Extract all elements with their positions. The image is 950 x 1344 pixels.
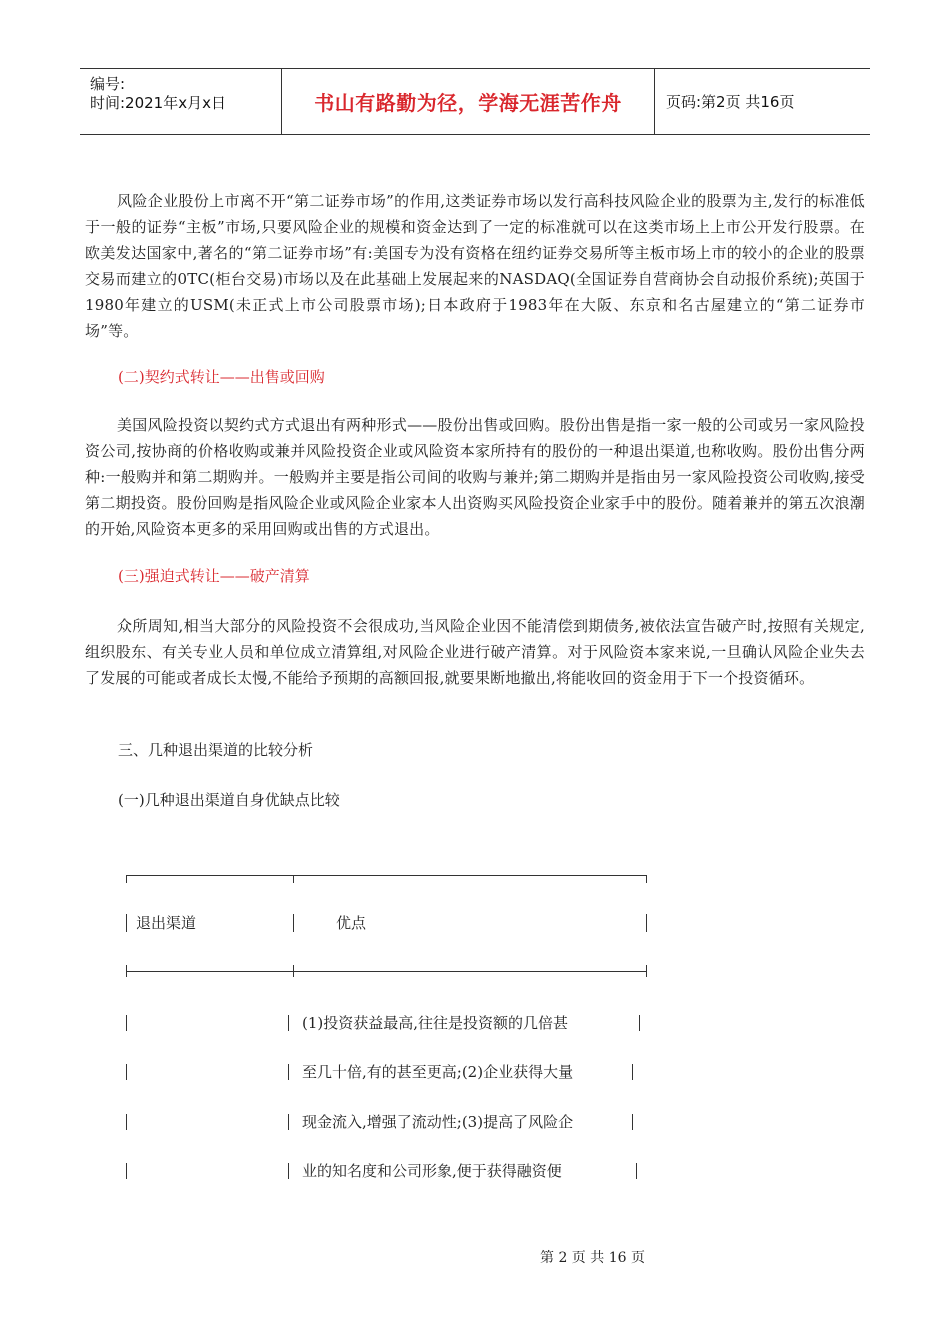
section-heading-comparison: 三、几种退出渠道的比较分析 bbox=[118, 741, 314, 759]
table-vbar bbox=[126, 1015, 127, 1031]
table-row: 现金流入,增强了流动性;(3)提高了风险企 bbox=[302, 1113, 574, 1131]
header-meta bbox=[80, 69, 282, 134]
table-header-channel: 退出渠道 bbox=[136, 914, 197, 932]
header-number-label: 编号: bbox=[90, 75, 126, 93]
header-date: 时间:2021年x月x日 bbox=[90, 94, 226, 112]
table-header-advantages: 优点 bbox=[336, 914, 367, 932]
paragraph-contract-transfer: 美国风险投资以契约式方式退出有两种形式——股份出售或回购。股份出售是指一家一般的公司或另一家风险投资公司,按协商的价格收购或兼并风险投资企业或风险资本家所持有的股份的一种退出渠道,也称收购。股份出售分两种:一般购并和第二期购并。一般购并主要是指公司间的收购与兼并;第二期购并是指由另一家风险投资公司收购,接受第二期投资。股份回购是指风险企业或风险企业家本人出资购买风险投资企业家手中的股份。随着兼并的第五次浪潮的开始,风险资本更多的采用回购或出售的方式退出。 bbox=[85, 416, 865, 538]
table-vbar bbox=[126, 1064, 127, 1080]
page-header bbox=[80, 68, 870, 135]
table-vbar bbox=[126, 1114, 127, 1130]
paragraph-second-market: 风险企业股份上市离不开“第二证券市场”的作用,这类证券市场以发行高科技风险企业的股票为主,发行的标准低于一般的证券“主板”市场,只要风险企业的规模和资金达到了一定的标准就可以在这类市场上上市公开发行股票。在欧美发达国家中,著名的“第二证券市场”有:美国专为没有资格在纽约证券交易所等主板市场上市的较小的企业的股票交易而建立的0TC(柜台交易)市场以及在此基础上发展起来的NASDAQ(全国证券自营商协会自动报价系统);英国于1980年建立的USM(未正式上市公司股票市场);日本政府于1983年在大阪、东京和名古屋建立的“第二证券市场”等。 bbox=[85, 192, 865, 340]
table-corner-tm bbox=[293, 875, 294, 883]
table-vbar bbox=[126, 914, 127, 932]
paragraph-bankruptcy: 众所周知,相当大部分的风险投资不会很成功,当风险企业因不能清偿到期债务,被依法宣告破产时,按照有关规定,组织股东、有关专业人员和单位成立清算组,对风险企业进行破产清算。对于风险资本家来说,一旦确认风险企业失去了发展的可能或者成长太慢,不能给予预期的高额回报,就要果断地撤出,将能收回的资金用于下一个投资循环。 bbox=[85, 617, 865, 687]
table-row: (1)投资获益最高,往往是投资额的几倍甚 bbox=[302, 1014, 569, 1032]
table-vbar bbox=[646, 914, 647, 932]
heading-contract-transfer: (二)契约式转让——出售或回购 bbox=[118, 368, 325, 386]
table-vbar bbox=[639, 1015, 640, 1031]
table-vbar bbox=[288, 1114, 289, 1130]
table-vbar bbox=[632, 1114, 633, 1130]
table-row: 业的知名度和公司形象,便于获得融资便 bbox=[302, 1162, 562, 1180]
table-vbar bbox=[126, 965, 127, 977]
table-vbar bbox=[288, 1163, 289, 1179]
subheading-pros-cons: (一)几种退出渠道自身优缺点比较 bbox=[118, 791, 340, 809]
table-vbar bbox=[293, 914, 294, 932]
table-top-rule bbox=[126, 875, 647, 876]
heading-forced-transfer: (三)强迫式转让——破产清算 bbox=[118, 567, 310, 585]
page-footer: 第 2 页 共 16 页 bbox=[540, 1250, 645, 1266]
table-corner-tl bbox=[126, 875, 127, 883]
table-vbar bbox=[646, 965, 647, 977]
table-vbar bbox=[632, 1064, 633, 1080]
table-vbar bbox=[636, 1163, 637, 1179]
table-mid-rule bbox=[126, 971, 647, 972]
table-vbar bbox=[126, 1163, 127, 1179]
table-vbar bbox=[293, 965, 294, 977]
table-vbar bbox=[288, 1064, 289, 1080]
table-row: 至几十倍,有的甚至更高;(2)企业获得大量 bbox=[302, 1063, 574, 1081]
header-motto: 书山有路勤为径，学海无涯苦作舟 bbox=[282, 69, 655, 134]
header-page-info: 页码:第2页 共16页 bbox=[666, 93, 795, 111]
table-corner-tr bbox=[646, 875, 647, 883]
table-vbar bbox=[288, 1015, 289, 1031]
